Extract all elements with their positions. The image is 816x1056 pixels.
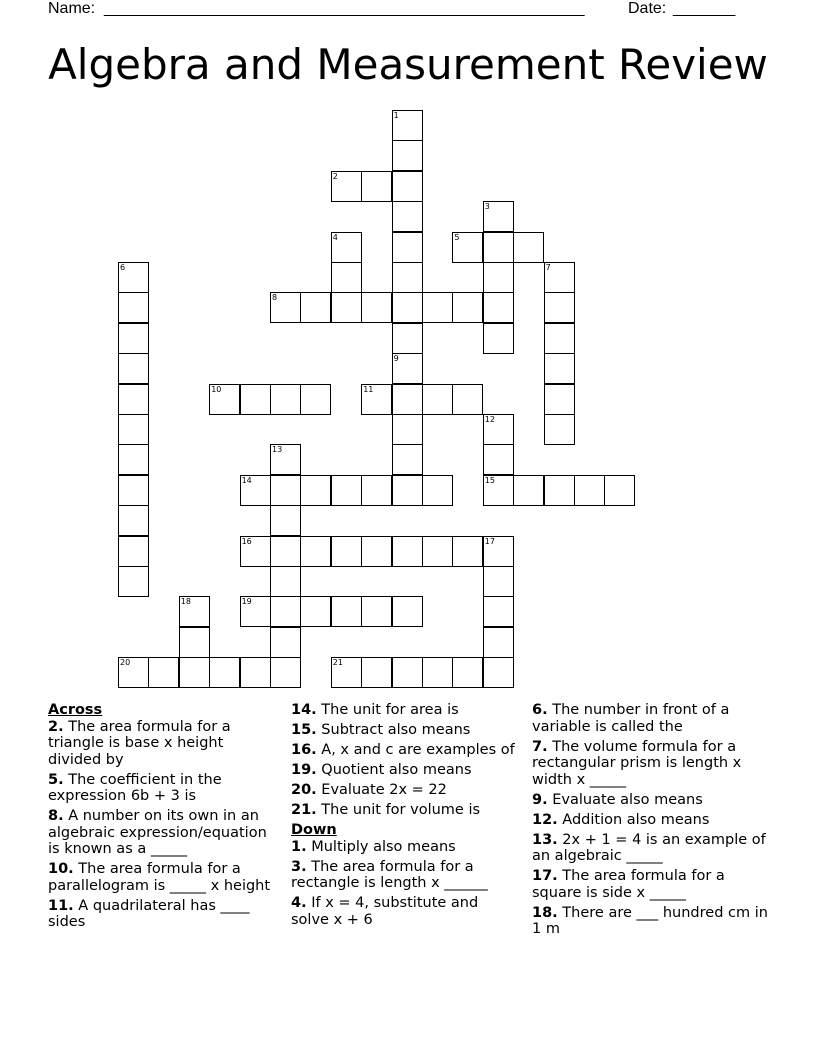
clue-num: 5. <box>48 771 64 788</box>
clue-item <box>48 808 280 858</box>
clue-number: 12 <box>484 415 495 424</box>
grid-cell[interactable] <box>118 353 149 384</box>
grid-cell[interactable] <box>483 444 514 475</box>
grid-cell[interactable] <box>483 232 514 263</box>
grid-cell[interactable] <box>544 353 575 384</box>
grid-cell[interactable] <box>392 140 423 171</box>
grid-cell[interactable] <box>240 596 271 627</box>
clue-item <box>532 739 768 789</box>
clue-num: 21. <box>291 802 317 818</box>
grid-cell[interactable] <box>483 414 514 445</box>
clue-item <box>291 802 519 819</box>
grid-cell[interactable] <box>392 444 423 475</box>
grid-cell[interactable] <box>270 627 301 658</box>
clue-item <box>532 832 768 865</box>
grid-cell[interactable] <box>483 292 514 323</box>
grid-cell[interactable] <box>392 353 423 384</box>
clue-num: 7. <box>532 738 548 755</box>
clue-num: 14. <box>291 702 317 718</box>
grid-cell[interactable] <box>118 475 149 506</box>
grid-cell[interactable] <box>452 232 483 263</box>
grid-cell[interactable] <box>270 384 301 415</box>
clue-num: 19. <box>291 762 317 778</box>
grid-cell[interactable] <box>209 657 240 688</box>
clue-item <box>532 792 768 809</box>
clue-text: A, x and c are examples of <box>321 742 515 758</box>
clue-number: 16 <box>241 536 252 546</box>
name-label: Name: <box>48 0 96 17</box>
clue-num: 13. <box>532 831 558 848</box>
grid-cell[interactable] <box>240 657 271 688</box>
clue-text: The coefficient in the expression 6b + 3 is <box>48 771 222 804</box>
clue-text: Subtract also means <box>321 722 471 738</box>
grid-cell[interactable] <box>452 384 483 415</box>
grid-cell[interactable] <box>331 657 362 688</box>
grid-cell[interactable] <box>544 384 575 415</box>
grid-cell[interactable] <box>392 384 423 415</box>
grid-cell[interactable] <box>331 171 362 202</box>
grid-cell[interactable] <box>270 444 301 475</box>
clue-item <box>291 722 519 739</box>
grid-cell[interactable] <box>118 262 149 293</box>
grid-cell[interactable] <box>270 505 301 536</box>
clue-item <box>291 762 519 779</box>
grid-cell[interactable] <box>483 536 514 567</box>
grid-cell[interactable] <box>118 657 149 688</box>
grid-cell[interactable] <box>331 262 362 293</box>
clue-item <box>291 782 519 799</box>
grid-cell[interactable] <box>118 414 149 445</box>
clue-number: 7 <box>545 263 551 272</box>
grid-cell[interactable] <box>392 110 423 141</box>
grid-cell[interactable] <box>422 657 453 688</box>
grid-cell[interactable] <box>422 384 453 415</box>
grid-cell[interactable] <box>270 566 301 597</box>
clue-text: A quadrilateral has ____ sides <box>48 897 250 930</box>
grid-cell[interactable] <box>240 384 271 415</box>
clue-column-2 <box>291 702 519 932</box>
grid-cell[interactable] <box>544 475 575 506</box>
clue-num: 1. <box>291 838 307 855</box>
grid-cell[interactable] <box>422 292 453 323</box>
clue-number: 21 <box>332 658 343 668</box>
name-line[interactable]: ______________________________________________________ <box>104 0 585 17</box>
clue-text: The number in front of a variable is called the <box>532 702 730 735</box>
grid-cell[interactable] <box>300 384 331 415</box>
clue-text: The area formula for a parallelogram is _____ x height <box>48 861 271 894</box>
clue-text: There are ___ hundred cm in 1 m <box>532 904 768 937</box>
clue-text: The area formula for a triangle is base x height divided by <box>48 718 231 768</box>
grid-cell[interactable] <box>118 505 149 536</box>
clue-text: Quotient also means <box>321 762 472 778</box>
grid-cell[interactable] <box>483 566 514 597</box>
grid-cell[interactable] <box>392 475 423 506</box>
grid-cell[interactable] <box>361 536 392 567</box>
clue-number: 4 <box>332 232 338 242</box>
grid-cell[interactable] <box>392 292 423 323</box>
clue-number: 14 <box>241 475 252 485</box>
grid-cell[interactable] <box>422 536 453 567</box>
clue-num: 2. <box>48 718 64 735</box>
grid-cell[interactable] <box>118 384 149 415</box>
clue-text: A number on its own in an algebraic expression/equation is known as a _____ <box>48 808 267 857</box>
grid-cell[interactable] <box>422 475 453 506</box>
grid-cell[interactable] <box>331 536 362 567</box>
grid-cell[interactable] <box>544 262 575 293</box>
grid-cell[interactable] <box>331 292 362 323</box>
grid-cell[interactable] <box>392 657 423 688</box>
grid-cell[interactable] <box>300 536 331 567</box>
grid-cell[interactable] <box>209 384 240 415</box>
clue-num: 6. <box>532 702 548 718</box>
grid-cell[interactable] <box>392 262 423 293</box>
clue-text: The area formula for a square is side x _____ <box>532 868 725 901</box>
grid-cell[interactable] <box>574 475 605 506</box>
clue-text: The unit for volume is <box>321 802 481 818</box>
grid-cell[interactable] <box>392 232 423 263</box>
grid-cell[interactable] <box>118 444 149 475</box>
clue-text: Evaluate 2x = 22 <box>321 782 447 798</box>
clue-item <box>48 898 280 931</box>
clue-heading: Across <box>48 702 103 718</box>
grid-cell[interactable] <box>483 262 514 293</box>
grid-cell[interactable] <box>392 201 423 232</box>
clue-column-1 <box>48 702 280 934</box>
grid-cell[interactable] <box>483 323 514 354</box>
clue-item <box>291 859 519 892</box>
clue-text: The unit for area is <box>321 702 459 718</box>
clue-number: 6 <box>120 263 126 272</box>
clue-item <box>48 719 280 769</box>
clue-number: 20 <box>120 658 131 668</box>
grid-cell[interactable] <box>544 292 575 323</box>
clue-item <box>532 702 768 735</box>
grid-cell[interactable] <box>240 475 271 506</box>
grid-cell[interactable] <box>331 232 362 263</box>
clue-item <box>291 702 519 719</box>
grid-cell[interactable] <box>483 475 514 506</box>
clue-item <box>532 905 768 938</box>
grid-cell[interactable] <box>300 475 331 506</box>
grid-cell[interactable] <box>483 201 514 232</box>
clue-heading: Down <box>291 822 337 838</box>
grid-cell[interactable] <box>270 596 301 627</box>
page-title: Algebra and Measurement Review <box>48 40 768 89</box>
clue-number: 19 <box>241 597 252 607</box>
grid-cell[interactable] <box>483 596 514 627</box>
clue-text: If x = 4, substitute and solve x + 6 <box>291 895 479 928</box>
grid-cell[interactable] <box>331 596 362 627</box>
grid-cell[interactable] <box>270 475 301 506</box>
clue-text: Multiply also means <box>311 838 456 855</box>
clue-num: 9. <box>532 791 548 808</box>
grid-cell[interactable] <box>513 475 544 506</box>
clue-num: 4. <box>291 895 307 911</box>
grid-cell[interactable] <box>148 657 179 688</box>
grid-cell[interactable] <box>179 657 210 688</box>
grid-cell[interactable] <box>392 414 423 445</box>
clue-number: 1 <box>393 111 399 120</box>
clue-item <box>532 812 768 829</box>
clue-number: 8 <box>272 293 278 303</box>
grid-cell[interactable] <box>331 475 362 506</box>
clue-num: 12. <box>532 811 558 828</box>
grid-cell[interactable] <box>300 596 331 627</box>
grid-cell[interactable] <box>361 475 392 506</box>
grid-cell[interactable] <box>513 232 544 263</box>
clue-num: 20. <box>291 782 317 798</box>
clue-num: 16. <box>291 742 317 758</box>
date-line[interactable]: _______ <box>673 0 736 17</box>
grid-cell[interactable] <box>604 475 635 506</box>
grid-cell[interactable] <box>240 536 271 567</box>
clue-num: 18. <box>532 904 558 921</box>
clue-number: 13 <box>272 445 283 455</box>
date-label: Date: <box>628 0 667 17</box>
clue-num: 17. <box>532 868 558 884</box>
clue-number: 9 <box>393 354 399 364</box>
clue-item <box>291 895 519 928</box>
clue-number: 10 <box>211 384 222 394</box>
grid-cell[interactable] <box>452 536 483 567</box>
grid-cell[interactable] <box>118 292 149 323</box>
grid-cell[interactable] <box>361 292 392 323</box>
clue-number: 3 <box>484 202 490 212</box>
clue-num: 15. <box>291 722 317 738</box>
grid-cell[interactable] <box>179 627 210 658</box>
grid-cell[interactable] <box>270 536 301 567</box>
clue-num: 11. <box>48 897 74 914</box>
grid-cell[interactable] <box>118 536 149 567</box>
grid-cell[interactable] <box>544 414 575 445</box>
clue-column-3 <box>532 702 768 941</box>
clue-text: The volume formula for a rectangular prism is length x width x _____ <box>532 738 742 788</box>
clue-number: 2 <box>332 171 338 181</box>
clue-item <box>48 772 280 805</box>
clue-item <box>48 861 280 894</box>
clue-num: 10. <box>48 861 74 877</box>
clue-number: 17 <box>484 536 495 546</box>
grid-cell[interactable] <box>361 384 392 415</box>
grid-cell[interactable] <box>118 566 149 597</box>
grid-cell[interactable] <box>452 657 483 688</box>
grid-cell[interactable] <box>392 323 423 354</box>
grid-cell[interactable] <box>452 292 483 323</box>
grid-cell[interactable] <box>483 657 514 688</box>
grid-cell[interactable] <box>118 323 149 354</box>
grid-cell[interactable] <box>270 292 301 323</box>
clue-number: 15 <box>484 475 495 485</box>
clue-text: Addition also means <box>562 811 710 828</box>
clue-number: 11 <box>363 384 374 394</box>
grid-cell[interactable] <box>392 171 423 202</box>
clue-item <box>291 742 519 759</box>
grid-cell[interactable] <box>300 292 331 323</box>
grid-cell[interactable] <box>361 657 392 688</box>
clue-item <box>291 839 519 856</box>
clue-number: 18 <box>180 597 191 607</box>
grid-cell[interactable] <box>544 323 575 354</box>
grid-cell[interactable] <box>361 596 392 627</box>
clue-text: Evaluate also means <box>552 791 703 808</box>
clue-text: The area formula for a rectangle is length x ______ <box>291 858 488 891</box>
grid-cell[interactable] <box>270 657 301 688</box>
clue-num: 8. <box>48 808 64 824</box>
grid-cell[interactable] <box>361 171 392 202</box>
grid-cell[interactable] <box>392 596 423 627</box>
grid-cell[interactable] <box>179 596 210 627</box>
clue-item <box>532 868 768 901</box>
clue-number: 5 <box>454 232 460 242</box>
clue-num: 3. <box>291 858 307 875</box>
grid-cell[interactable] <box>392 536 423 567</box>
grid-cell[interactable] <box>483 627 514 658</box>
clue-text: 2x + 1 = 4 is an example of an algebraic _____ <box>532 831 766 864</box>
